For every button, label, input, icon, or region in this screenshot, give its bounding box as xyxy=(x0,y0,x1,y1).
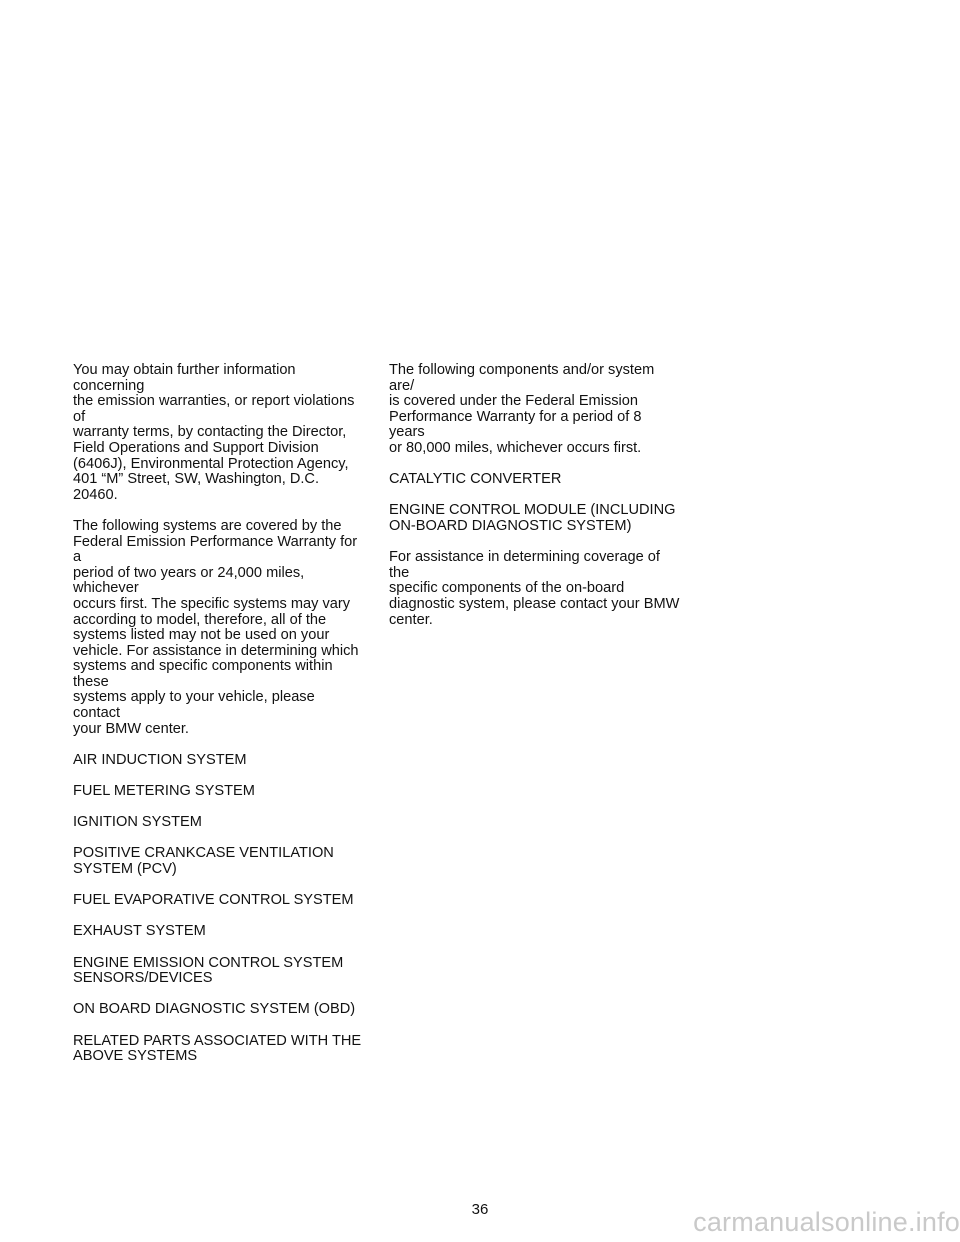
system-item-pcv: POSITIVE CRANKCASE VENTILATION SYSTEM (PCV) xyxy=(73,845,334,877)
system-item-obd: ON BOARD DIAGNOSTIC SYSTEM (OBD) xyxy=(73,1001,356,1018)
page-number: 36 xyxy=(471,1201,489,1218)
system-item-air-induction: AIR INDUCTION SYSTEM xyxy=(73,751,247,768)
eight-year-warranty-paragraph: The following components and/or system are/ is covered under the Federal Emission Performance Warranty for a period of 8 years or 80,000 miles, whichever occurs first. xyxy=(389,362,655,456)
obd-assistance-paragraph: For assistance in determining coverage of the specific components of the on-board diagnostic system, please contact your BMW center. xyxy=(389,549,680,628)
system-item-fuel-evaporative: FUEL EVAPORATIVE CONTROL SYSTEM xyxy=(73,892,354,909)
left-text-column xyxy=(73,363,363,1080)
contact-info-paragraph: You may obtain further information concerning the emission warranties, or report violations of warranty terms, by contacting the Director, Field Operations and Support Division (6406J), Environmental Protection Agency, 401 “M” Street, SW, Washington, D.C. 20460. xyxy=(73,362,355,503)
system-item-exhaust: EXHAUST SYSTEM xyxy=(73,923,206,940)
component-item-catalytic-converter: CATALYTIC CONVERTER xyxy=(389,471,562,488)
site-watermark: carmanualsonline.info xyxy=(693,1207,960,1237)
system-item-fuel-metering: FUEL METERING SYSTEM xyxy=(73,783,255,800)
right-text-column xyxy=(389,363,681,644)
warranty-systems-intro-paragraph: The following systems are covered by the Federal Emission Performance Warranty for a period of two years or 24,000 miles, whichever occurs first. The specific systems may vary according to model, therefore, all of the systems listed may not be used on your vehicle. For assistance in determining which systems and specific components within these systems apply to your vehicle, please contact your BMW center. xyxy=(73,517,359,737)
system-item-related-parts: RELATED PARTS ASSOCIATED WITH THE ABOVE SYSTEMS xyxy=(73,1032,362,1065)
system-item-emission-sensors: ENGINE EMISSION CONTROL SYSTEM SENSORS/DEVICES xyxy=(73,954,344,987)
component-item-engine-control-module: ENGINE CONTROL MODULE (INCLUDING ON-BOARD DIAGNOSTIC SYSTEM) xyxy=(389,502,676,534)
system-item-ignition: IGNITION SYSTEM xyxy=(73,814,202,831)
